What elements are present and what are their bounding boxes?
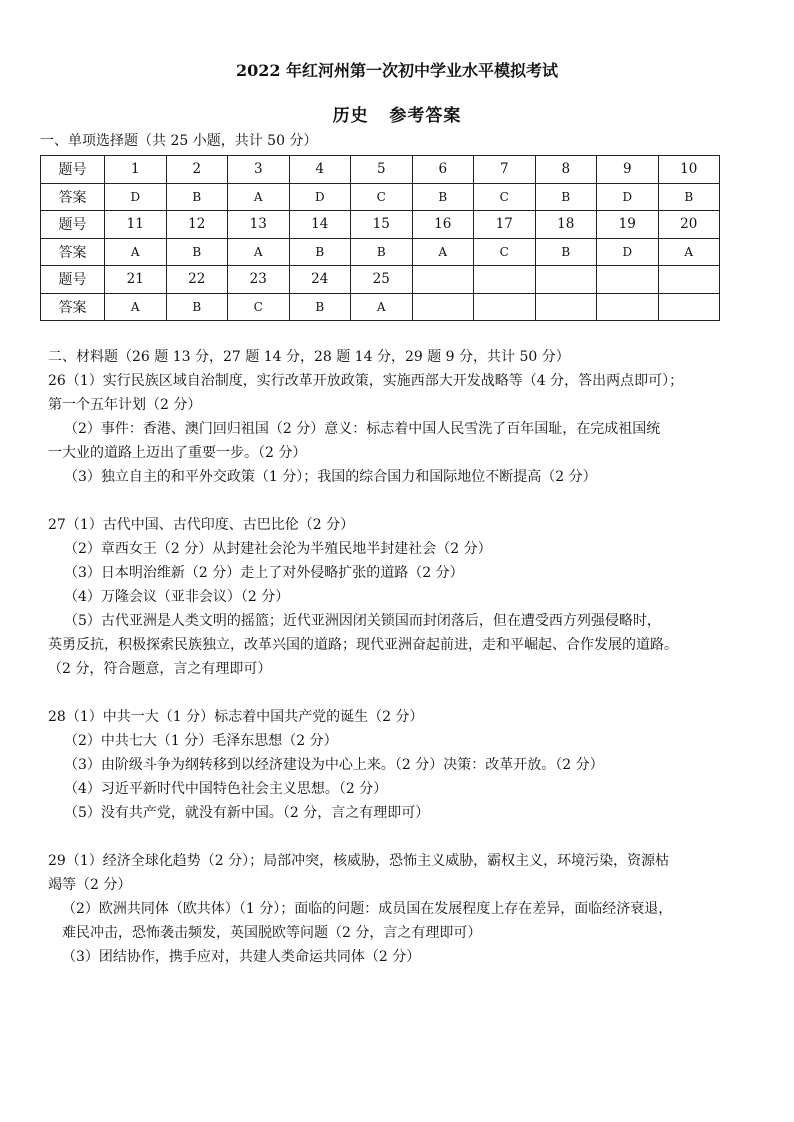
q27-line-1: 27（1）古代中国、古代印度、古巴比伦（2 分） (48, 517, 355, 533)
row-label: 答案 (41, 293, 105, 321)
answer-row (41, 238, 720, 266)
row-label: 题号 (41, 156, 105, 184)
q26-line-1: 26（1）实行民族区域自治制度，实行改革开放政策，实施西部大开发战略等（4 分，答出两点即可）； (48, 373, 684, 389)
q28-line-4: （4）习近平新时代中国特色社会主义思想。（2 分） (64, 781, 388, 797)
question-number-cell: 10 (658, 156, 720, 184)
answer-cell: A (658, 238, 720, 266)
question-number-cell: 6 (412, 156, 474, 184)
answer-cell: D (597, 183, 659, 211)
q29-line-3: （2）欧洲共同体（欧共体）（1 分）；面临的问题：成员国在发展程度上存在差异，面临经济衰退， (62, 901, 673, 917)
exam-title: 2022 年红河州第一次初中学业水平模拟考试 (235, 61, 559, 80)
question-number-cell (535, 266, 597, 294)
answer-cell: B (658, 183, 720, 211)
question-number-cell: 25 (351, 266, 413, 294)
answer-cell: A (412, 238, 474, 266)
q28-line-3: （3）由阶级斗争为纲转移到以经济建设为中心上来。（2 分）决策：改革开放。（2 分） (64, 757, 604, 773)
question-number-cell: 20 (658, 211, 720, 239)
q26-line-2: 第一个五年计划（2 分） (48, 397, 202, 413)
question-number-cell: 4 (289, 156, 351, 184)
answer-cell: C (474, 183, 536, 211)
row-label: 答案 (41, 183, 105, 211)
question-number-cell: 21 (105, 266, 167, 294)
answer-cell: A (105, 238, 167, 266)
answer-cell: B (289, 238, 351, 266)
question-number-cell: 8 (535, 156, 597, 184)
question-number-cell: 7 (474, 156, 536, 184)
row-label: 题号 (41, 211, 105, 239)
answer-cell (412, 293, 474, 321)
section2-heading: 二、材料题（26 题 13 分，27 题 14 分，28 题 14 分，29 题 9 分，共计 50 分） (48, 349, 570, 365)
row-label: 题号 (41, 266, 105, 294)
question-number-cell: 11 (105, 211, 167, 239)
answer-cell: C (474, 238, 536, 266)
answer-row (41, 293, 720, 321)
question-number-cell: 3 (228, 156, 290, 184)
question-number-cell (658, 266, 720, 294)
answer-cell: C (351, 183, 413, 211)
question-number-cell: 9 (597, 156, 659, 184)
answer-cell: D (597, 238, 659, 266)
question-number-cell (412, 266, 474, 294)
answer-cell: B (535, 238, 597, 266)
question-number-cell: 22 (166, 266, 228, 294)
answer-cell (658, 293, 720, 321)
question-number-cell: 1 (105, 156, 167, 184)
q29-line-2: 竭等（2 分） (48, 877, 132, 893)
question-number-cell: 17 (474, 211, 536, 239)
answer-cell: B (535, 183, 597, 211)
answer-cell (474, 293, 536, 321)
answer-cell (535, 293, 597, 321)
answer-cell: C (228, 293, 290, 321)
question-number-row (41, 211, 720, 239)
question-number-cell: 19 (597, 211, 659, 239)
question-number-cell: 16 (412, 211, 474, 239)
q28-line-5: （5）没有共产党，就没有新中国。（2 分，言之有理即可） (64, 805, 430, 821)
question-number-cell: 24 (289, 266, 351, 294)
q27-line-7: （2 分，符合题意，言之有理即可） (48, 661, 272, 677)
question-number-cell: 23 (228, 266, 290, 294)
answer-cell: B (412, 183, 474, 211)
question-number-cell: 14 (289, 211, 351, 239)
answer-cell: D (289, 183, 351, 211)
question-number-cell: 13 (228, 211, 290, 239)
question-number-cell: 5 (351, 156, 413, 184)
q26-line-5: （3）独立自主的和平外交政策（1 分）；我国的综合国力和国际地位不断提高（2 分） (64, 469, 597, 485)
q26-line-4: 一大业的道路上迈出了重要一步。（2 分） (48, 445, 307, 461)
question-number-row (41, 156, 720, 184)
question-number-cell: 15 (351, 211, 413, 239)
answer-cell: A (228, 238, 290, 266)
question-number-cell: 2 (166, 156, 228, 184)
question-number-cell (474, 266, 536, 294)
q28-line-2: （2）中共七大（1 分）毛泽东思想（2 分） (64, 733, 338, 749)
answer-cell: B (166, 293, 228, 321)
answer-cell: B (289, 293, 351, 321)
answer-cell: A (228, 183, 290, 211)
q29-line-5: （3）团结协作，携手应对，共建人类命运共同体（2 分） (62, 949, 421, 965)
q27-line-5: （5）古代亚洲是人类文明的摇篮；近代亚洲因闭关锁国而封闭落后，但在遭受西方列强侵略时， (64, 613, 661, 629)
question-number-row (41, 266, 720, 294)
answer-key-subtitle: 历史 参考答案 (332, 106, 462, 126)
q26-line-3: （2）事件：香港、澳门回归祖国（2 分）意义：标志着中国人民雪洗了百年国耻，在完成祖国统 (64, 421, 661, 437)
answer-cell: B (351, 238, 413, 266)
question-number-cell: 18 (535, 211, 597, 239)
answer-cell: D (105, 183, 167, 211)
q28-line-1: 28（1）中共一大（1 分）标志着中国共产党的诞生（2 分） (48, 709, 424, 725)
answer-cell: B (166, 183, 228, 211)
question-number-cell (597, 266, 659, 294)
q27-line-6: 英勇反抗，积极探索民族独立，改革兴国的道路；现代亚洲奋起前进，走和平崛起、合作发展的道路。 (48, 637, 678, 653)
answer-cell: B (166, 238, 228, 266)
q29-line-1: 29（1）经济全球化趋势（2 分）；局部冲突，核威胁，恐怖主义威胁，霸权主义，环境污染，资源枯 (48, 853, 670, 869)
answer-cell (597, 293, 659, 321)
q27-line-3: （3）日本明治维新（2 分）走上了对外侵略扩张的道路（2 分） (64, 565, 464, 581)
question-number-cell: 12 (166, 211, 228, 239)
section1-heading: 一、单项选择题（共 25 小题，共计 50 分） (40, 133, 318, 149)
q29-line-4: 难民冲击，恐怖袭击频发，英国脱欧等问题（2 分，言之有理即可） (62, 925, 482, 941)
answer-row (41, 183, 720, 211)
answer-table (40, 155, 720, 321)
row-label: 答案 (41, 238, 105, 266)
q27-line-4: （4）万隆会议（亚非会议）（2 分） (64, 589, 290, 605)
answer-cell: A (105, 293, 167, 321)
answer-cell: A (351, 293, 413, 321)
q27-line-2: （2）章西女王（2 分）从封建社会沦为半殖民地半封建社会（2 分） (64, 541, 492, 557)
